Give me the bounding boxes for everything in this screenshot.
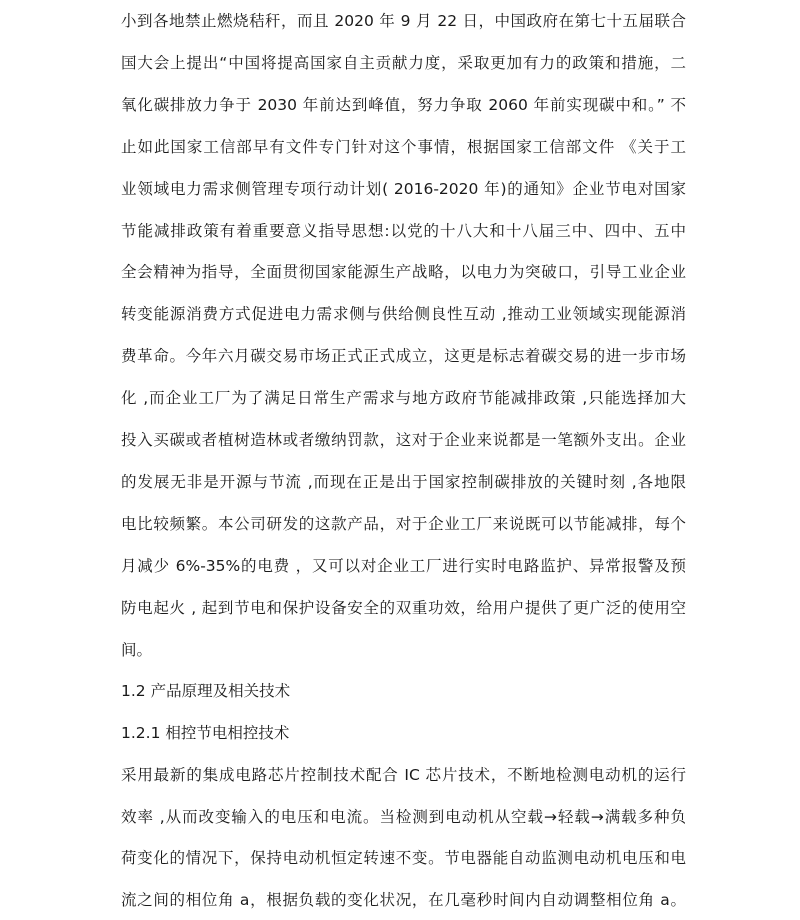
paragraph-line: 节能减排政策有着重要意义指导思想:以党的十八大和十八届三中、四中、五中 [121,221,686,240]
paragraph-line: 荷变化的情况下，保持电动机恒定转速不变。节电器能自动监测电动机电压和电 [121,849,686,868]
paragraph-line: 转变能源消费方式促进电力需求侧与供给侧良性互动 ,推动工业领域实现能源消 [121,305,686,324]
paragraph-line: 间。 [121,640,153,659]
paragraph-line: 投入买碳或者植树造林或者缴纳罚款，这对于企业来说都是一笔额外支出。企业 [121,431,686,449]
paragraph-line: 防电起火 , 起到节电和保护设备安全的双重功效，给用户提供了更广泛的使用空 [121,598,686,617]
paragraph-line: 效率 ,从而改变输入的电压和电流。当检测到电动机从空载→轻载→满载多种负 [121,807,686,826]
paragraph-line: 全会精神为指导，全面贯彻国家能源生产战略，以电力为突破口，引导工业企业 [121,263,686,282]
paragraph-line: 费革命。今年六月碳交易市场正式正式成立，这更是标志着碳交易的进一步市场 [121,347,686,366]
paragraph-line: 采用最新的集成电路芯片控制技术配合 IC 芯片技术，不断地检测电动机的运行 [121,766,686,784]
paragraph-line: 月减少 6%-35%的电费 ，又可以对企业工厂进行实时电路监护、异常报警及预 [121,556,686,575]
section-heading-1-2: 1.2 产品原理及相关技术 [121,682,291,700]
paragraph-line: 化 ,而企业工厂为了满足日常生产需求与地方政府节能减排政策 ,只能选择加大 [121,389,686,408]
paragraph-line: 电比较频繁。本公司研发的这款产品，对于企业工厂来说既可以节能减排，每个 [121,514,686,533]
paragraph-line: 止如此国家工信部早有文件专门针对这个事情，根据国家工信部文件 《关于工 [121,137,686,156]
paragraph-line: 氧化碳排放力争于 2030 年前达到峰值，努力争取 2060 年前实现碳中和。” 不 [121,95,686,114]
paragraph-line: 小到各地禁止燃烧秸秆，而且 2020 年 9 月 22 日，中国政府在第七十五届联合 [121,12,686,30]
paragraph-line: 业领域电力需求侧管理专项行动计划( 2016-2020 年)的通知》企业节电对国家 [121,179,686,198]
paragraph-line: 国大会上提出“中国将提高国家自主贡献力度，采取更加有力的政策和措施，二 [121,53,686,72]
section-heading-1-2-1: 1.2.1 相控节电相控技术 [121,724,290,742]
paragraph-line: 的发展无非是开源与节流 ,而现在正是出于国家控制碳排放的关键时刻 ,各地限 [121,472,686,491]
paragraph-line: 流之间的相位角 a，根据负载的变化状况，在几毫秒时间内自动调整相位角 a。 [121,891,686,910]
